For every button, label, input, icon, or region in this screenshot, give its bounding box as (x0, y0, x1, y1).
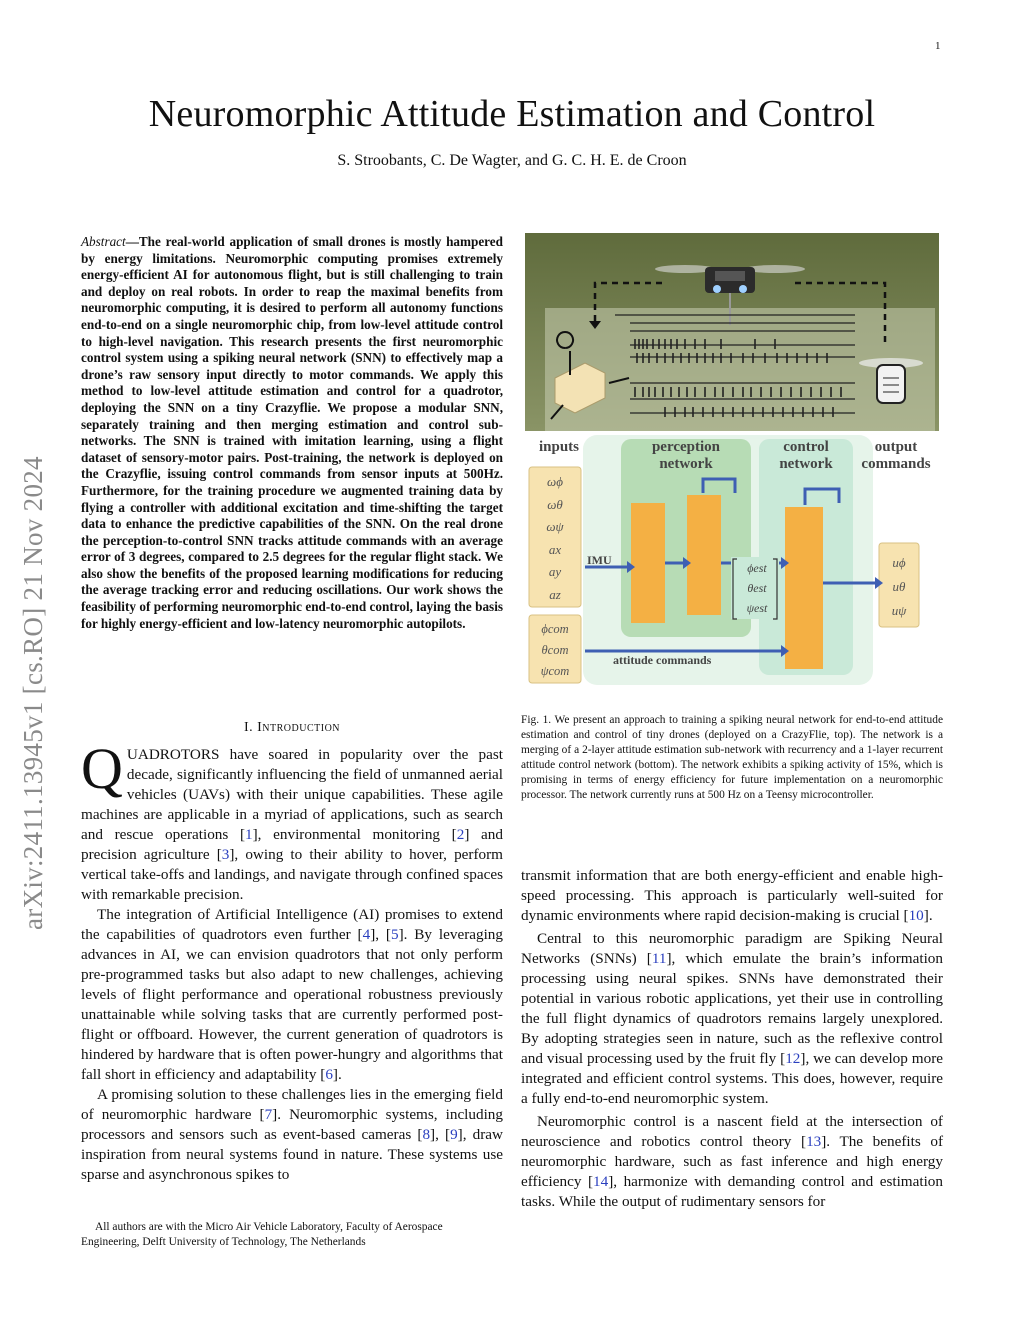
network-diagram (523, 433, 941, 688)
control-label: control network (779, 439, 833, 472)
control-layer (785, 507, 823, 669)
attitude-commands-label: attitude commands (613, 653, 712, 667)
output-signals: uϕ uθ uψ (891, 555, 907, 618)
output-label: output commands (861, 439, 931, 472)
intro-paragraph-2: The integration of Artificial Intelligence (AI) promises to extend the capabilities of quadrotors even further [4], [5]. By leveraging advances in AI, we can envision quadrotors that not only perform pre-programmed tasks but also adapt to new challenges, achieving levels of flight performance and operational robustness previously unattainable while solving tasks that are currently performed post-flight or offboard. However, the current generation of quadrotors is hindered by hardware that is often power-hungry and algorithms that fall short in efficiency and adaptability [6]. (81, 906, 503, 1083)
citation-link[interactable]: 12 (785, 1050, 801, 1067)
citation-link[interactable]: 8 (422, 1126, 431, 1143)
citation-link[interactable]: 2 (456, 826, 465, 843)
citation-link[interactable]: 7 (264, 1106, 273, 1123)
citation-link[interactable]: 13 (806, 1133, 822, 1150)
figure-caption: Fig. 1. We present an approach to training a spiking neural network for end-to-end attitude estimation and control of tiny drones (deployed on a CrazyFlie, top). The network is a merging of a 2-layer attitude estimation sub-network with recurrency and a 1-layer recurrent attitude control network (bottom). The network exhibits a spiking activity of 15%, which is promising in terms of energy efficiency for future implementation on a neuromorphic processor. The network currently runs at 500 Hz on a Teensy microcontroller. (521, 714, 943, 801)
citation-link[interactable]: 1 (245, 826, 253, 843)
imu-label: IMU (587, 553, 612, 567)
intro-column-left (81, 736, 504, 1185)
citation-link[interactable]: 11 (651, 950, 667, 967)
abstract (81, 234, 503, 632)
citation-link[interactable]: 6 (325, 1066, 333, 1083)
drone-photo (525, 233, 939, 431)
citation-link[interactable]: 10 (908, 907, 924, 924)
intro-column-right (521, 866, 943, 1212)
abstract-text: —The real-world application of small drones is mostly hampered by energy limitations. Neuromorphic computing promises extremely energy-efficient AI for autonomous flight, but is still challenging to train and deploy on real robots. In order to reap the maximal benefits from neuromorphic computing, it is desired to perform all autonomy functions end-to-end on a single neuromorphic chip, from low-level attitude control to high-level navigation. This research presents the first neuromorphic control system using a spiking neural network (SNN) to effectively map a drone’s raw sensory input directly to motor commands. We apply this method to low-level attitude estimation and control for a quadrotor, deploying the SNN on a tiny Crazyflie. We propose a modular SNN, separately training and then merging estimation and control sub-networks. The SNN is trained with imitation learning, using a flight dataset of sensory-motor pairs. Post-training, the network is deployed on the Crazyflie, issuing control commands from sensor inputs at 500Hz. Furthermore, for the training procedure we augmented training data by flying a controller with additional excitation and time-shifting the target data to enhance the predictive capabilities of the SNN. On the real drone the perception-to-control SNN tracks attitude commands with an average error of 3 degrees, compared to 2.5 degrees for the regular flight stack. We also show the benefits of the proposed learning modifications for reducing the average tracking error and reducing oscillations. Our work shows the feasibility of performing neuromorphic end-to-end control, laying the basis for highly energy-efficient and low-latency neuromorphic autopilots. (81, 234, 503, 631)
footnote: All authors are with the Micro Air Vehicle Laboratory, Faculty of Aerospace Engineering, Delft University of Technology, The Netherlands (81, 1221, 443, 1248)
perception-label: perception network (651, 439, 721, 472)
col2-paragraph-3: Neuromorphic control is a nascent field at the intersection of neuroscience and robotics control theory [13]. The benefits of neuromorphic hardware, such as fast inference and high energy efficiency [14], harmonize with demanding control and estimation tasks. While the output of rudimentary sensors for (521, 1113, 943, 1210)
input-signals: ωϕ ωθ ωψ ax ay az (546, 474, 564, 602)
abstract-label: Abstract (81, 234, 126, 249)
section-heading: I. Introduction (243, 720, 341, 735)
citation-link[interactable]: 4 (362, 926, 371, 943)
paper-title: Neuromorphic Attitude Estimation and Control (148, 93, 876, 135)
intro-paragraph-1: QUADROTORS have soared in popularity over the past decade, significantly influencing the field of unmanned aerial vehicles (UAVs) with their unique capabilities. These agile machines are applicable in a myriad of applications, such as search and rescue operations [1], environmental monitoring [2] and precision agriculture [3], owing to their ability to hover, perform vertical take-offs and landings, and navigate through confined spaces with remarkable precision. (81, 736, 503, 903)
command-signals: ϕcom θcom ψcom (540, 622, 570, 678)
estimate-signals: ϕest θest ψest (746, 561, 768, 615)
perception-layer-2 (687, 495, 721, 615)
col2-paragraph-1: transmit information that are both energy-efficient and enable high-speed processing. This approach is particularly well-suited for dynamic environments where rapid decision-making is crucial [10]. (521, 867, 943, 924)
dropcap: Q (81, 736, 123, 801)
citation-link[interactable]: 14 (593, 1173, 609, 1190)
perception-layer-1 (631, 503, 665, 623)
citation-link[interactable]: 5 (390, 926, 399, 943)
page-number: 1 (935, 40, 941, 52)
drone-scene (525, 233, 939, 431)
author-list: S. Stroobants, C. De Wagter, and G. C. H. E. de Croon (337, 152, 687, 169)
citation-link[interactable]: 9 (450, 1126, 458, 1143)
intro-paragraph-3: A promising solution to these challenges lies in the emerging field of neuromorphic hardware [7]. Neuromorphic systems, including processors and sensors such as event-based cameras [8], [9], draw inspiration from neural systems found in nature. These systems use sparse and asynchronous spikes to (81, 1086, 504, 1183)
col2-paragraph-2: Central to this neuromorphic paradigm are Spiking Neural Networks (SNNs) [11], which emulate the brain’s information processing using neural spikes. SNNs have demonstrated their potential in various robotic applications, yet their use in controlling the full flight dynamics of quadrotors remains largely unexplored. By adopting strategies seen in nature, such as the reflexive control and visual processing used by the fruit fly [12], we can develop more integrated and efficient control systems. This does, however, require a fully end-to-end neuromorphic system. (521, 930, 943, 1107)
arxiv-identifier: arXiv:2411.13945v1 [cs.RO] 21 Nov 2024 (18, 456, 48, 930)
figure-1 (523, 233, 941, 688)
inputs-label: inputs (538, 439, 580, 455)
citation-link[interactable]: 3 (221, 846, 230, 863)
